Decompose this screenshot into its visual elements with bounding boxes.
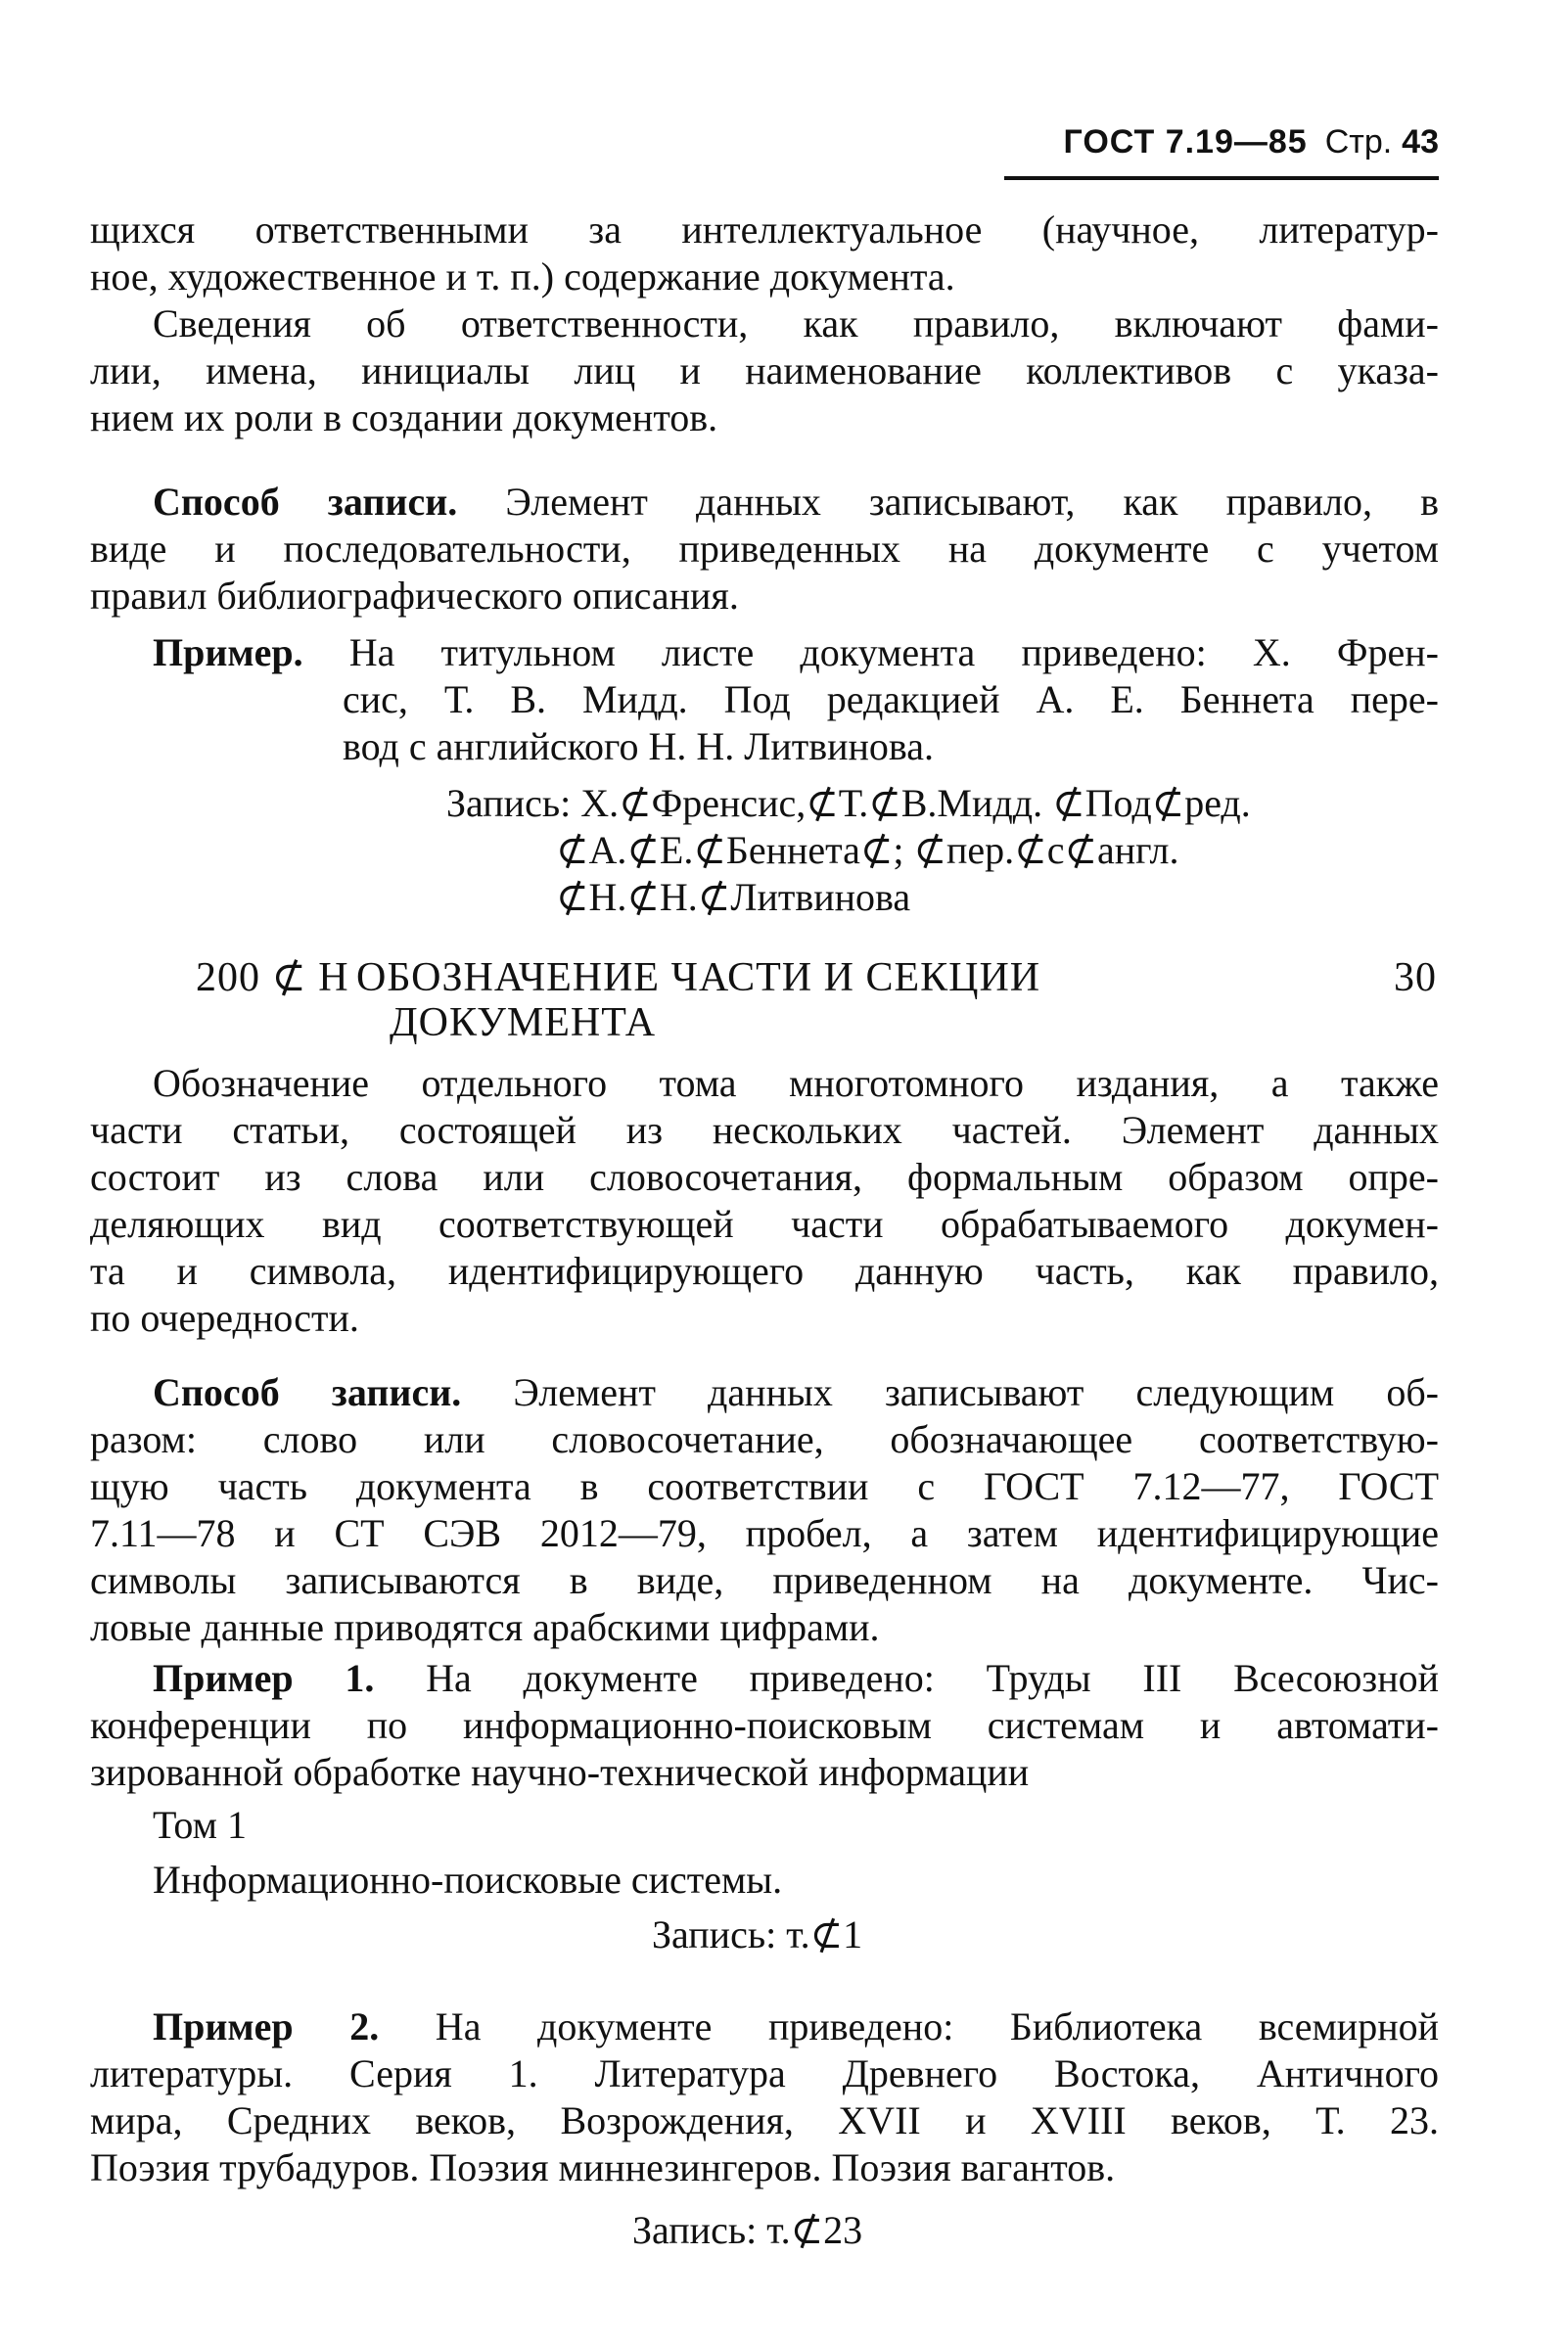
example-label: Пример 2.: [153, 2004, 380, 2048]
record-line: Запись: т.⊄1: [652, 1912, 863, 1956]
record-line: Запись: т.⊄23: [632, 2208, 863, 2252]
section-number: 30: [1394, 955, 1437, 1000]
example-line: сис, Т. В. Мидд. Под редакцией А. Е. Беннета пере-: [343, 677, 1439, 721]
record-line: ⊄Н.⊄Н.⊄Литвинова: [556, 875, 911, 919]
page-label: Стр.: [1324, 123, 1393, 161]
paragraph-line: Сведения об ответственности, как правило, включают фами-: [153, 301, 1439, 345]
method-line: правил библиографического описания.: [90, 574, 739, 618]
paragraph-line: ное, художественное и т. п.) содержание документа.: [90, 254, 955, 299]
section-title: ДОКУМЕНТА: [390, 1000, 657, 1045]
method-line: ловые данные приводятся арабскими цифрами.: [90, 1605, 880, 1649]
method-line: символы записываются в виде, приведенном на документе. Чис-: [90, 1558, 1439, 1602]
page-header: [979, 123, 1439, 161]
paragraph-line: части статьи, состоящей из нескольких частей. Элемент данных: [90, 1108, 1439, 1152]
standard-number: ГОСТ 7.19—85: [1063, 123, 1308, 161]
method-line: разом: слово или словосочетание, обозначающее соответствую-: [90, 1417, 1439, 1461]
paragraph-line: щихся ответственными за интеллектуальное (научное, литератур-: [90, 207, 1439, 252]
example-line: конференции по информационно-поисковым системам и автомати-: [90, 1703, 1439, 1747]
volume-line: Том 1: [153, 1803, 247, 1847]
method-line: Способ записи. Элемент данных записывают, как правило, в: [153, 480, 1439, 524]
paragraph-line: нием их роли в создании документов.: [90, 395, 718, 439]
method-line: виде и последовательности, приведенных на документе с учетом: [90, 527, 1439, 571]
section-title: ОБОЗНАЧЕНИЕ ЧАСТИ И СЕКЦИИ: [356, 955, 1041, 1000]
example-line: мира, Средних веков, Возрождения, XVII и XVIII веков, Т. 23.: [90, 2098, 1439, 2142]
method-label: Способ записи.: [153, 1370, 462, 1414]
paragraph-line: Обозначение отдельного тома многотомного издания, а также: [153, 1061, 1439, 1105]
header-rule: [1004, 176, 1439, 180]
example-label: Пример.: [153, 630, 303, 674]
subtitle-line: Информационно-поисковые системы.: [153, 1858, 783, 1902]
example-line: вод с английского Н. Н. Литвинова.: [343, 724, 935, 768]
example-line: Пример 1. На документе приведено: Труды III Всесоюзной: [153, 1656, 1440, 1700]
example-line: Поэзия трубадуров. Поэзия миннезингеров. Поэзия вагантов.: [90, 2145, 1116, 2189]
page-number: 43: [1402, 123, 1439, 161]
method-label: Способ записи.: [153, 480, 458, 524]
record-line: ⊄А.⊄Е.⊄Беннета⊄; ⊄пер.⊄с⊄англ.: [556, 828, 1179, 872]
record-line: Запись: Х.⊄Френсис,⊄Т.⊄В.Мидд. ⊄Под⊄ред.: [446, 781, 1251, 825]
method-line: Способ записи. Элемент данных записывают следующим об-: [153, 1370, 1440, 1414]
example-line: Пример 2. На документе приведено: Библиотека всемирной: [153, 2004, 1440, 2048]
method-line: 7.11—78 и СТ СЭВ 2012—79, пробел, а затем идентифицирующие: [90, 1511, 1439, 1555]
example-line: Пример. На титульном листе документа приведено: Х. Френ-: [153, 630, 1439, 674]
example-line: зированной обработке научно-технической информации: [90, 1750, 1030, 1794]
paragraph-line: лии, имена, инициалы лиц и наименование коллективов с указа-: [90, 348, 1439, 392]
example-label: Пример 1.: [153, 1656, 375, 1700]
paragraph-line: та и символа, идентифицирующего данную часть, как правило,: [90, 1249, 1439, 1293]
method-line: щую часть документа в соответствии с ГОСТ 7.12—77, ГОСТ: [90, 1464, 1439, 1508]
example-line: литературы. Серия 1. Литература Древнего Востока, Античного: [90, 2051, 1439, 2095]
paragraph-line: по очередности.: [90, 1296, 359, 1340]
paragraph-line: состоит из слова или словосочетания, формальным образом опре-: [90, 1155, 1439, 1199]
paragraph-line: деляющих вид соответствующей части обрабатываемого докумен-: [90, 1202, 1439, 1246]
section-code: 200 ⊄ Н: [196, 955, 349, 1000]
